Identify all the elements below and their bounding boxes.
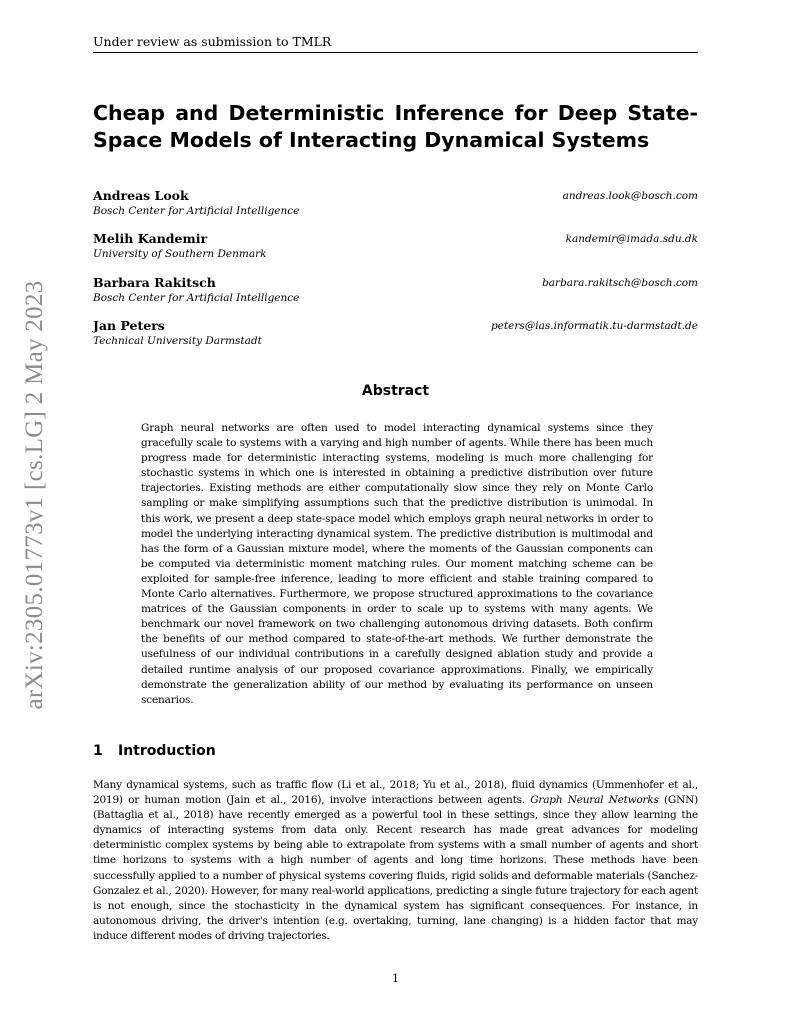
- author-affiliation: Bosch Center for Artificial Intelligence: [93, 205, 300, 217]
- author-name: Barbara Rakitsch: [93, 275, 216, 290]
- intro-paragraph: [93, 778, 698, 944]
- author-block: [93, 188, 698, 222]
- intro-emphasis: Graph Neural Networks: [530, 794, 659, 807]
- author-email[interactable]: andreas.look@bosch.com: [562, 190, 698, 202]
- author-name: Melih Kandemir: [93, 231, 208, 246]
- intro-text-1: Many dynamical systems, such as traffic flow (Li et al., 2018; Yu et al., 2018), fluid dynamics (Ummenhofer et al., 2019) or human motion (Jain et al., 2016), involve interactions between agents.: [93, 779, 698, 807]
- author-email[interactable]: kandemir@imada.sdu.dk: [565, 233, 698, 245]
- running-header: Under review as submission to TMLR: [93, 34, 698, 53]
- section-heading: [93, 743, 216, 759]
- author-block: [93, 231, 698, 265]
- section-number: 1: [93, 743, 103, 759]
- abstract-text: Graph neural networks are often used to model interacting dynamical systems since they gracefully scale to systems with a varying and high number of agents. While there has been much progress made for deterministic interacting systems, modeling is much more challenging for stochastic systems in which one is interested in obtaining a predictive distribution over future trajectories. Existing methods are either computationally slow since they rely on Monte Carlo sampling or make simplifying assumptions such that the predictive distribution is unimodal. In this work, we present a deep state-space model which employs graph neural networks in order to model the underlying interacting dynamical system. The predictive distribution is multimodal and has the form of a Gaussian mixture model, where the moments of the Gaussian components can be computed via deterministic moment matching rules. Our moment matching scheme can be exploited for sample-free inference, leading to more efficient and stable training compared to Monte Carlo alternatives. Furthermore, we propose structured approximations to the covariance matrices of the Gaussian components in order to scale up to systems with many agents. We benchmark our novel framework on two challenging autonomous driving datasets. Both confirm the benefits of our method compared to state-of-the-art methods. We further demonstrate the usefulness of our individual contributions in a carefully designed ablation study and provide a detailed runtime analysis of our proposed covariance approximations. Finally, we empirically demonstrate the generalization ability of our method by evaluating its performance on unseen scenarios.: [141, 422, 653, 706]
- author-block: [93, 318, 698, 352]
- author-affiliation: Bosch Center for Artificial Intelligence: [93, 292, 300, 304]
- author-email[interactable]: peters@ias.informatik.tu-darmstadt.de: [490, 320, 698, 332]
- author-affiliation: University of Southern Denmark: [93, 248, 267, 260]
- section-title: Introduction: [118, 743, 216, 759]
- paper-title: Cheap and Deterministic Inference for Deep State-Space Models of Interacting Dynamical Systems: [93, 101, 698, 152]
- author-name: Jan Peters: [93, 318, 165, 333]
- page-number: 1: [392, 972, 399, 985]
- author-affiliation: Technical University Darmstadt: [93, 335, 262, 347]
- arxiv-stamp-text: arXiv:2305.01773v1 [cs.LG] 2 May 2023: [21, 280, 48, 710]
- abstract-heading: Abstract: [361, 383, 430, 399]
- author-email[interactable]: barbara.rakitsch@bosch.com: [542, 277, 698, 289]
- author-block: [93, 275, 698, 309]
- author-name: Andreas Look: [93, 188, 189, 203]
- intro-text-2: (GNN) (Battaglia et al., 2018) have recently emerged as a powerful tool in these settings, since they allow learning the dynamics of interacting systems from data only. Recent research has made great advances for modeling deterministic complex systems by being able to extrapolate from systems with a small number of agents and short time horizons to systems with a high number of agents and long time horizons. These methods have been successfully applied to a number of physical systems covering fluids, rigid solids and deformable materials (Sanchez-Gonzalez et al., 2020). However, for many real-world applications, predicting a single future trajectory for each agent is not enough, since the stochasticity in the dynamical system has significant consequences. For instance, in autonomous driving, the driver's intention (e.g. overtaking, turning, lane changing) is a hidden factor that may induce different modes of driving trajectories.: [93, 794, 698, 942]
